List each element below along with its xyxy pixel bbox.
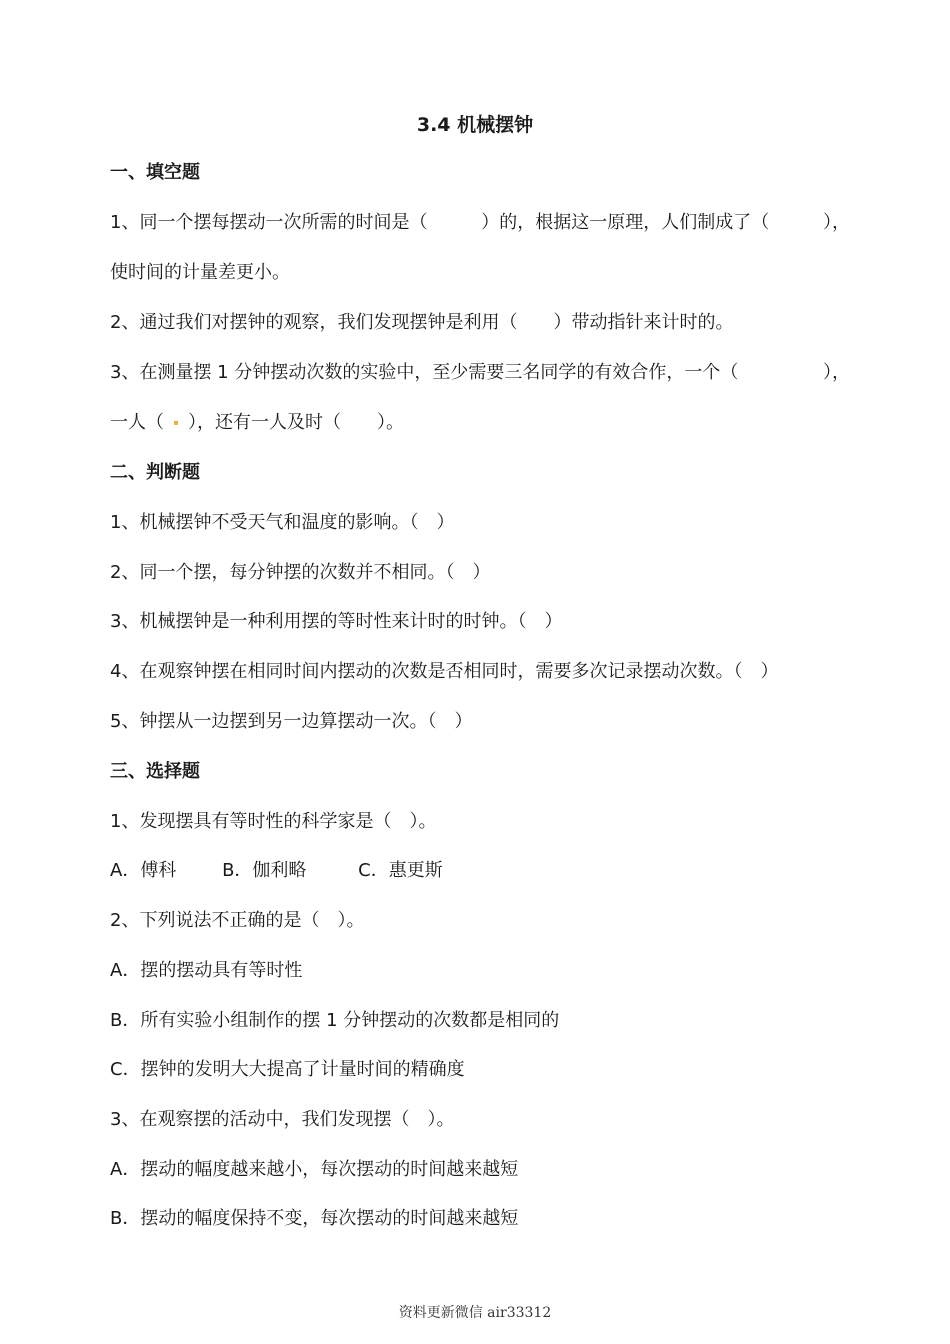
- choice-question-1-options: [110, 856, 850, 886]
- page-footer: 资料更新微信 air33312: [398, 1305, 552, 1321]
- fill-q1-part-b: ）的，根据这一原理，人们制成了（: [481, 212, 770, 233]
- fill-q1-part-c: ），: [822, 212, 850, 233]
- choice-question-1: 1、发现摆具有等时性的科学家是（ ）。: [110, 811, 437, 832]
- choice-q1-option-b: B．伽利略: [222, 860, 307, 881]
- judge-item-4: 4、在观察钟摆在相同时间内摆动的次数是否相同时，需要多次记录摆动次数。（ ）: [110, 661, 779, 682]
- fill-q3-part-a: 3、在测量摆 1 分钟摆动次数的实验中，至少需要三名同学的有效合作，一个（: [110, 362, 739, 383]
- choice-q1-option-c: C．惠更斯: [358, 860, 443, 881]
- fill-question-3-line-2: [110, 408, 850, 438]
- choice-question-3: 3、在观察摆的活动中，我们发现摆（ ）。: [110, 1109, 455, 1130]
- choice-q2-option-a: A．摆的摆动具有等时性: [110, 960, 303, 981]
- section-heading-fill: 一、填空题: [110, 162, 200, 183]
- fill-q3-part-b: ），: [823, 362, 850, 383]
- choice-q3-option-a: A．摆动的幅度越来越小，每次摆动的时间越来越短: [110, 1159, 519, 1180]
- choice-q2-option-b: B．所有实验小组制作的摆 1 分钟摆动的次数都是相同的: [110, 1010, 560, 1031]
- judge-item-3: 3、机械摆钟是一种利用摆的等时性来计时的时钟。（ ）: [110, 611, 563, 632]
- highlight-dot: [174, 421, 178, 425]
- judge-item-1: 1、机械摆钟不受天气和温度的影响。（ ）: [110, 512, 455, 533]
- choice-q2-option-c: C．摆钟的发明大大提高了计量时间的精确度: [110, 1059, 465, 1080]
- choice-q1-option-a: A．傅科: [110, 860, 177, 881]
- fill-question-1-line-2: 使时间的计量差更小。: [110, 262, 290, 283]
- section-heading-choice: 三、选择题: [110, 761, 200, 782]
- fill-q3-line2-part-b: ），还有一人及时（ ）。: [188, 412, 404, 433]
- choice-q3-option-b: B．摆动的幅度保持不变，每次摆动的时间越来越短: [110, 1208, 519, 1229]
- fill-q3-line2-part-a: 一人（: [110, 412, 164, 433]
- judge-item-2: 2、同一个摆，每分钟摆的次数并不相同。（ ）: [110, 562, 491, 583]
- fill-question-2: 2、通过我们对摆钟的观察，我们发现摆钟是利用（ ）带动指针来计时的。: [110, 312, 734, 333]
- choice-question-2: 2、下列说法不正确的是（ ）。: [110, 910, 365, 931]
- fill-question-3-line-1: [110, 358, 850, 388]
- fill-q1-part-a: 1、同一个摆每摆动一次所需的时间是（: [110, 212, 428, 233]
- section-heading-judge: 二、判断题: [110, 462, 200, 483]
- fill-question-1-line-1: [110, 208, 850, 238]
- judge-item-5: 5、钟摆从一边摆到另一边算摆动一次。（ ）: [110, 711, 473, 732]
- page-title: 3.4 机械摆钟: [416, 114, 534, 136]
